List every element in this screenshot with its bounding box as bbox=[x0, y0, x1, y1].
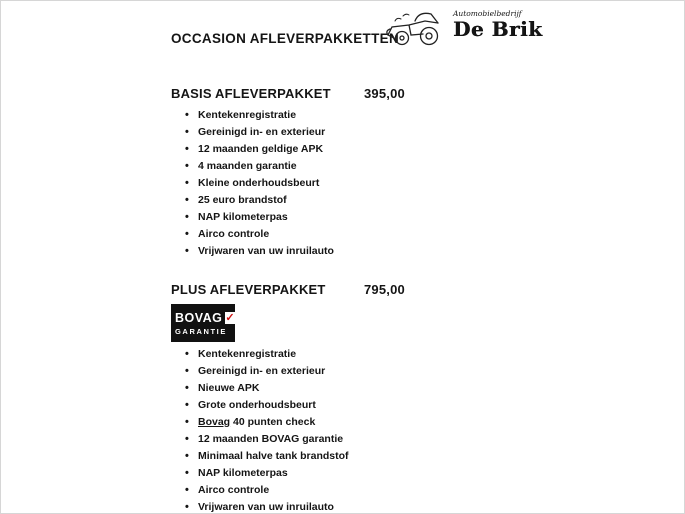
list-item bbox=[185, 484, 545, 501]
list-item-text: Nieuwe APK bbox=[198, 382, 260, 394]
list-item bbox=[185, 416, 545, 433]
list-item bbox=[185, 382, 545, 399]
list-item-text: 25 euro brandstof bbox=[198, 194, 287, 206]
list-item bbox=[185, 467, 545, 484]
bullet-icon: • bbox=[185, 143, 189, 155]
garantie-label: GARANTIE bbox=[175, 326, 227, 336]
bullet-icon: • bbox=[185, 433, 189, 445]
section-price: 795,00 bbox=[364, 282, 405, 297]
basis-package-list bbox=[185, 109, 545, 262]
list-item-text: Gereinigd in- en exterieur bbox=[198, 365, 326, 377]
list-item-text: 12 maanden BOVAG garantie bbox=[198, 433, 344, 445]
company-logo-text bbox=[453, 9, 542, 40]
section-heading-label: PLUS AFLEVERPAKKET bbox=[171, 282, 326, 297]
list-item-text: 12 maanden geldige APK bbox=[198, 143, 324, 155]
bullet-icon: • bbox=[185, 160, 189, 172]
bullet-icon: • bbox=[185, 501, 189, 513]
list-item-text: Airco controle bbox=[198, 228, 270, 240]
list-item bbox=[185, 501, 545, 514]
section-heading-plus bbox=[171, 282, 591, 297]
list-item bbox=[185, 160, 545, 177]
list-item-text: Airco controle bbox=[198, 484, 270, 496]
list-item-text: Gereinigd in- en exterieur bbox=[198, 126, 326, 138]
bullet-icon: • bbox=[185, 399, 189, 411]
bovag-logo-top bbox=[175, 310, 235, 325]
bullet-icon: • bbox=[185, 450, 189, 462]
list-item bbox=[185, 245, 545, 262]
list-item-text: Vrijwaren van uw inruilauto bbox=[198, 501, 334, 513]
bullet-icon: • bbox=[185, 228, 189, 240]
list-item-text: NAP kilometerpas bbox=[198, 467, 288, 479]
bullet-icon: • bbox=[185, 365, 189, 377]
list-item bbox=[185, 365, 545, 382]
bovag-check-icon: ✓ bbox=[225, 311, 235, 324]
page-title: OCCASION AFLEVERPAKKETTEN bbox=[171, 31, 400, 46]
list-item bbox=[185, 194, 545, 211]
list-item bbox=[185, 126, 545, 143]
company-subtitle: Automobielbedrijf bbox=[453, 9, 522, 18]
company-name: De Brik bbox=[453, 17, 543, 41]
bullet-icon: • bbox=[185, 177, 189, 189]
bullet-icon: • bbox=[185, 194, 189, 206]
bullet-icon: • bbox=[185, 348, 189, 360]
section-heading-label: BASIS AFLEVERPAKKET bbox=[171, 86, 331, 101]
bullet-icon: • bbox=[185, 126, 189, 138]
bullet-icon: • bbox=[185, 382, 189, 394]
bullet-icon: • bbox=[185, 109, 189, 121]
plus-package-list bbox=[185, 348, 545, 514]
bullet-icon: • bbox=[185, 245, 189, 257]
list-item-text: Bovag 40 punten check bbox=[198, 416, 316, 428]
bullet-icon: • bbox=[185, 416, 189, 428]
list-item bbox=[185, 450, 545, 467]
bovag-garantie-logo bbox=[171, 304, 235, 342]
list-item bbox=[185, 211, 545, 228]
list-item bbox=[185, 433, 545, 450]
bullet-icon: • bbox=[185, 484, 189, 496]
list-item bbox=[185, 109, 545, 126]
section-price: 395,00 bbox=[364, 86, 405, 101]
list-item-text: Minimaal halve tank brandstof bbox=[198, 450, 349, 462]
company-logo bbox=[383, 7, 542, 49]
list-item-text: NAP kilometerpas bbox=[198, 211, 288, 223]
list-item-text: Kentekenregistratie bbox=[198, 348, 297, 360]
list-item-text: 4 maanden garantie bbox=[198, 160, 297, 172]
list-item-text: Kleine onderhoudsbeurt bbox=[198, 177, 320, 189]
horse-carriage-icon bbox=[383, 7, 449, 49]
list-item-text: Kentekenregistratie bbox=[198, 109, 297, 121]
list-item bbox=[185, 399, 545, 416]
list-item-text: Grote onderhoudsbeurt bbox=[198, 399, 316, 411]
list-item bbox=[185, 228, 545, 245]
list-item bbox=[185, 143, 545, 160]
section-heading-basis bbox=[171, 86, 591, 101]
bovag-label: BOVAG bbox=[175, 310, 223, 325]
list-item-text: Vrijwaren van uw inruilauto bbox=[198, 245, 334, 257]
bullet-icon: • bbox=[185, 467, 189, 479]
list-item bbox=[185, 348, 545, 365]
bullet-icon: • bbox=[185, 211, 189, 223]
list-item bbox=[185, 177, 545, 194]
